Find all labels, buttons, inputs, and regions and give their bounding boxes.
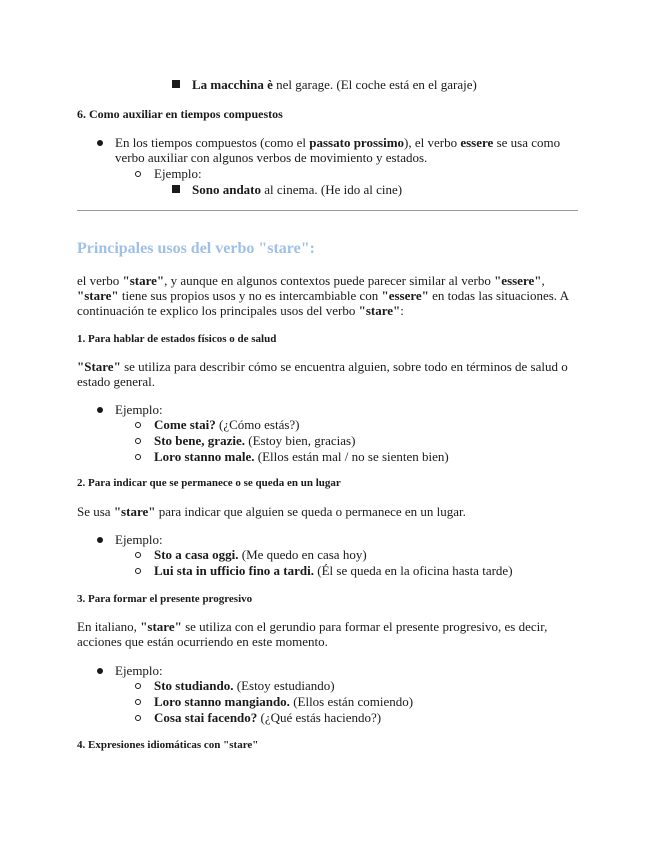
square-bullet-icon <box>172 185 180 193</box>
section6-example <box>192 182 402 198</box>
s3-example-item <box>154 678 335 694</box>
text-run: estado general. <box>77 374 155 389</box>
text-run: para indicar que alguien se queda o permanece en un lugar. <box>155 504 466 519</box>
text-run-bold: essere <box>460 135 494 150</box>
s2-desc-line <box>77 504 466 520</box>
s1-example-item <box>154 433 355 449</box>
text-run-bold: Sto a casa oggi. <box>154 547 239 562</box>
intro-line <box>77 288 569 304</box>
text-run: el verbo <box>77 273 123 288</box>
disc-bullet-icon <box>97 668 103 674</box>
s3-ejemplo: Ejemplo: <box>115 663 163 678</box>
s3-title: 3. Para formar el presente progresivo <box>77 593 253 605</box>
circle-bullet-icon <box>135 699 141 705</box>
s1-desc-line <box>77 359 568 375</box>
text-run: al cinema. (He ido al cine) <box>261 182 403 197</box>
text-run-bold: Loro stanno male. <box>154 449 255 464</box>
text-run: (Estoy bien, gracias) <box>244 433 356 448</box>
text-run: (Ellos están comiendo) <box>289 694 414 709</box>
text-run-bold: "Stare" <box>77 359 121 374</box>
disc-bullet-icon <box>97 140 103 146</box>
text-run-bold: passato prossimo <box>309 135 405 150</box>
s1-desc-line <box>77 374 155 390</box>
text-run: en todas las situaciones. A <box>428 288 569 303</box>
s3-example-item <box>154 710 381 726</box>
s4-title: 4. Expresiones idiomáticas con "stare" <box>77 739 259 751</box>
section6-ejemplo: Ejemplo: <box>154 166 202 181</box>
text-run: continuación te explico los principales usos del verbo <box>77 303 359 318</box>
circle-bullet-icon <box>135 454 141 460</box>
text-run: ), el verbo <box>404 135 461 150</box>
section6-title: 6. Como auxiliar en tiempos compuestos <box>77 107 283 121</box>
s1-ejemplo: Ejemplo: <box>115 402 163 417</box>
text-run: se usa como <box>493 135 561 150</box>
text-run: (Ellos están mal / no se sienten bien) <box>254 449 449 464</box>
text-run: , y aunque en algunos contextos puede parecer similar al verbo <box>164 273 495 288</box>
s1-example-item <box>154 417 300 433</box>
text-run: (Estoy estudiando) <box>233 678 335 693</box>
text-run-bold: "stare" <box>358 303 401 318</box>
text-run-bold: Come stai? <box>154 417 216 432</box>
circle-bullet-icon <box>135 568 141 574</box>
text-run-bold: Sto bene, grazie. <box>154 433 245 448</box>
s2-example-item <box>154 547 367 563</box>
text-run-bold: Lui sta in ufficio fino a tardi. <box>154 563 314 578</box>
disc-bullet-icon <box>97 537 103 543</box>
section6-line1 <box>115 135 560 151</box>
intro-line <box>77 303 404 319</box>
text-run: , <box>541 273 545 288</box>
top-example-rest: nel garage. (El coche está en el garaje) <box>272 77 477 92</box>
text-run: En italiano, <box>77 619 141 634</box>
disc-bullet-icon <box>97 407 103 413</box>
top-example-bold: La macchina è <box>192 77 273 92</box>
text-run-bold: "essere" <box>381 288 429 303</box>
text-run: acciones que están ocurriendo en este momento. <box>77 634 328 649</box>
circle-bullet-icon <box>135 422 141 428</box>
text-run: En los tiempos compuestos (como el <box>115 135 310 150</box>
s1-title: 1. Para hablar de estados físicos o de salud <box>77 333 277 345</box>
s3-desc-line <box>77 634 328 650</box>
s2-ejemplo: Ejemplo: <box>115 532 163 547</box>
text-run: : <box>400 303 404 318</box>
text-run-bold: "stare" <box>77 288 119 303</box>
text-run-bold: "stare" <box>122 273 165 288</box>
text-run: (¿Qué estás haciendo?) <box>257 710 382 725</box>
text-run-bold: "essere" <box>494 273 542 288</box>
text-run-bold: Cosa stai facendo? <box>154 710 258 725</box>
text-run: Se usa <box>77 504 114 519</box>
text-run: se utiliza para describir cómo se encuentra alguien, sobre todo en términos de salud o <box>120 359 568 374</box>
text-run-bold: "stare" <box>113 504 156 519</box>
section6-line2: verbo auxiliar con algunos verbos de movimiento y estados. <box>115 150 428 165</box>
text-run: (Me quedo en casa hoy) <box>238 547 367 562</box>
horizontal-divider <box>77 210 578 211</box>
circle-bullet-icon <box>135 171 141 177</box>
text-run-bold: Sto studiando. <box>154 678 234 693</box>
square-bullet-icon <box>172 80 180 88</box>
text-run: se utiliza con el gerundio para formar el presente progresivo, es decir, <box>181 619 548 634</box>
s2-title: 2. Para indicar que se permanece o se queda en un lugar <box>77 477 341 489</box>
top-example <box>192 77 477 93</box>
text-run: (Él se queda en la oficina hasta tarde) <box>314 563 513 578</box>
circle-bullet-icon <box>135 552 141 558</box>
text-run-bold: Sono andato <box>192 182 261 197</box>
s1-example-item <box>154 449 449 465</box>
text-run: (¿Cómo estás?) <box>215 417 300 432</box>
s2-example-item <box>154 563 513 579</box>
s3-example-item <box>154 694 413 710</box>
s3-desc-line <box>77 619 547 635</box>
intro-line <box>77 273 545 289</box>
text-run-bold: Loro stanno mangiando. <box>154 694 290 709</box>
text-run: tiene sus propios usos y no es intercambiable con <box>118 288 382 303</box>
text-run-bold: "stare" <box>140 619 182 634</box>
circle-bullet-icon <box>135 683 141 689</box>
circle-bullet-icon <box>135 715 141 721</box>
stare-heading: Principales usos del verbo "stare": <box>77 240 315 257</box>
circle-bullet-icon <box>135 438 141 444</box>
